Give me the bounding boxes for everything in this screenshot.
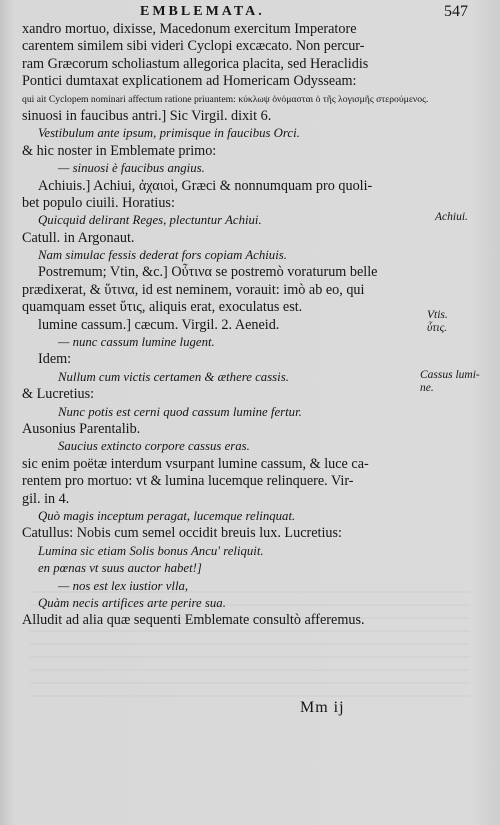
text-line: Ausonius Parentalib. — [22, 420, 141, 437]
text-line: — nos est lex iustior vlla, — [58, 578, 189, 593]
text-line: Nunc potis est cerni quod cassum lumine fertur. — [58, 404, 302, 419]
text-line: Pontici dumtaxat explicationem ad Homericam Odysseam: — [22, 73, 357, 90]
margin-note-cassus-1: Cassus lumi- — [420, 369, 480, 381]
text-line: Quàm necis artifices arte perire sua. — [38, 595, 226, 610]
commentary-text — [22, 21, 430, 630]
text-line: & Lucretius: — [22, 386, 95, 403]
text-line: Saucius extincto corpore cassus eras. — [58, 439, 250, 454]
text-line: Alludit ad alia quæ sequenti Emblemate consultò afferemus. — [22, 612, 365, 629]
text-line: rentem pro mortuo: vt & lumina lucemque relinquere. Vir- — [22, 473, 354, 490]
text-line: Postremum; Vtin, &c.] Οὖτινα se postremò voraturum belle — [38, 264, 378, 281]
text-line: Lumina sic etiam Solis bonus Ancu' reliquit. — [38, 543, 264, 558]
text-line: Vestibulum ante ipsum, primisque in faucibus Orci. — [38, 126, 300, 141]
text-line: lumine cassum.] cæcum. Virgil. 2. Aeneid. — [38, 316, 280, 333]
text-line: Nullum cum victis certamen & æthere cassis. — [58, 369, 289, 384]
text-line: Nam simulac fessis dederat fors copiam Achiuis. — [38, 248, 287, 263]
running-title: EMBLEMATA. — [140, 4, 265, 19]
margin-note-cassus-2: ne. — [420, 382, 434, 394]
page-number: 547 — [444, 3, 468, 20]
margin-note-utis-greek: ὗτις. — [427, 322, 448, 334]
text-line: carentem similem sibi videri Cyclopi excæcato. Non percur- — [22, 38, 365, 55]
text-line: Achiuis.] Achiui, ἀχαιοὶ, Græci & nonnumquam pro quoli- — [38, 177, 373, 194]
text-line: Catullus: Nobis cum semel occidit breuis lux. Lucretius: — [22, 525, 342, 542]
text-line: gil. in 4. — [22, 490, 70, 507]
text-line: qui ait Cyclopem nominari affectum ratione priuantem: κύκλωψ ὀνόμασται ὁ τῆς λογισμῆς στερούμενος. — [22, 93, 429, 105]
text-line: Catull. in Argonaut. — [22, 229, 135, 246]
text-line: sinuosi in faucibus antri.] Sic Virgil. dixit 6. — [22, 107, 272, 124]
text-line: Quò magis inceptum peragat, lucemque relinquat. — [38, 508, 296, 523]
text-line: Quicquid delirant Reges, plectuntur Achiui. — [38, 213, 262, 228]
text-line: sic enim poëtæ interdum vsurpant lumine cassum, & luce ca- — [22, 455, 369, 472]
signature-mark: Mm ij — [300, 699, 345, 716]
text-line: bet populo ciuili. Horatius: — [22, 194, 175, 211]
margin-note-achiui: Achiui. — [435, 211, 468, 223]
text-line: & hic noster in Emblemate primo: — [22, 142, 217, 159]
text-line: ram Græcorum scholiastum allegorica placita, sed Heraclidis — [22, 55, 369, 72]
text-line: Idem: — [38, 351, 72, 368]
text-line: xandro mortuo, dixisse, Macedonum exercitum Imperatore — [22, 21, 357, 37]
text-line: prædixerat, & ὕτινα, id est neminem, vorauit: imò ab eo, qui — [22, 281, 365, 298]
text-line: — sinuosi è faucibus angius. — [58, 161, 205, 176]
text-line: — nunc cassum lumine lugent. — [58, 335, 215, 350]
margin-note-utis: Vtis. — [427, 309, 448, 321]
text-line: en pœnas vt suus auctor habet!] — [38, 561, 202, 576]
text-line: quamquam esset ὕτις, aliquis erat, exoculatus est. — [22, 299, 303, 316]
